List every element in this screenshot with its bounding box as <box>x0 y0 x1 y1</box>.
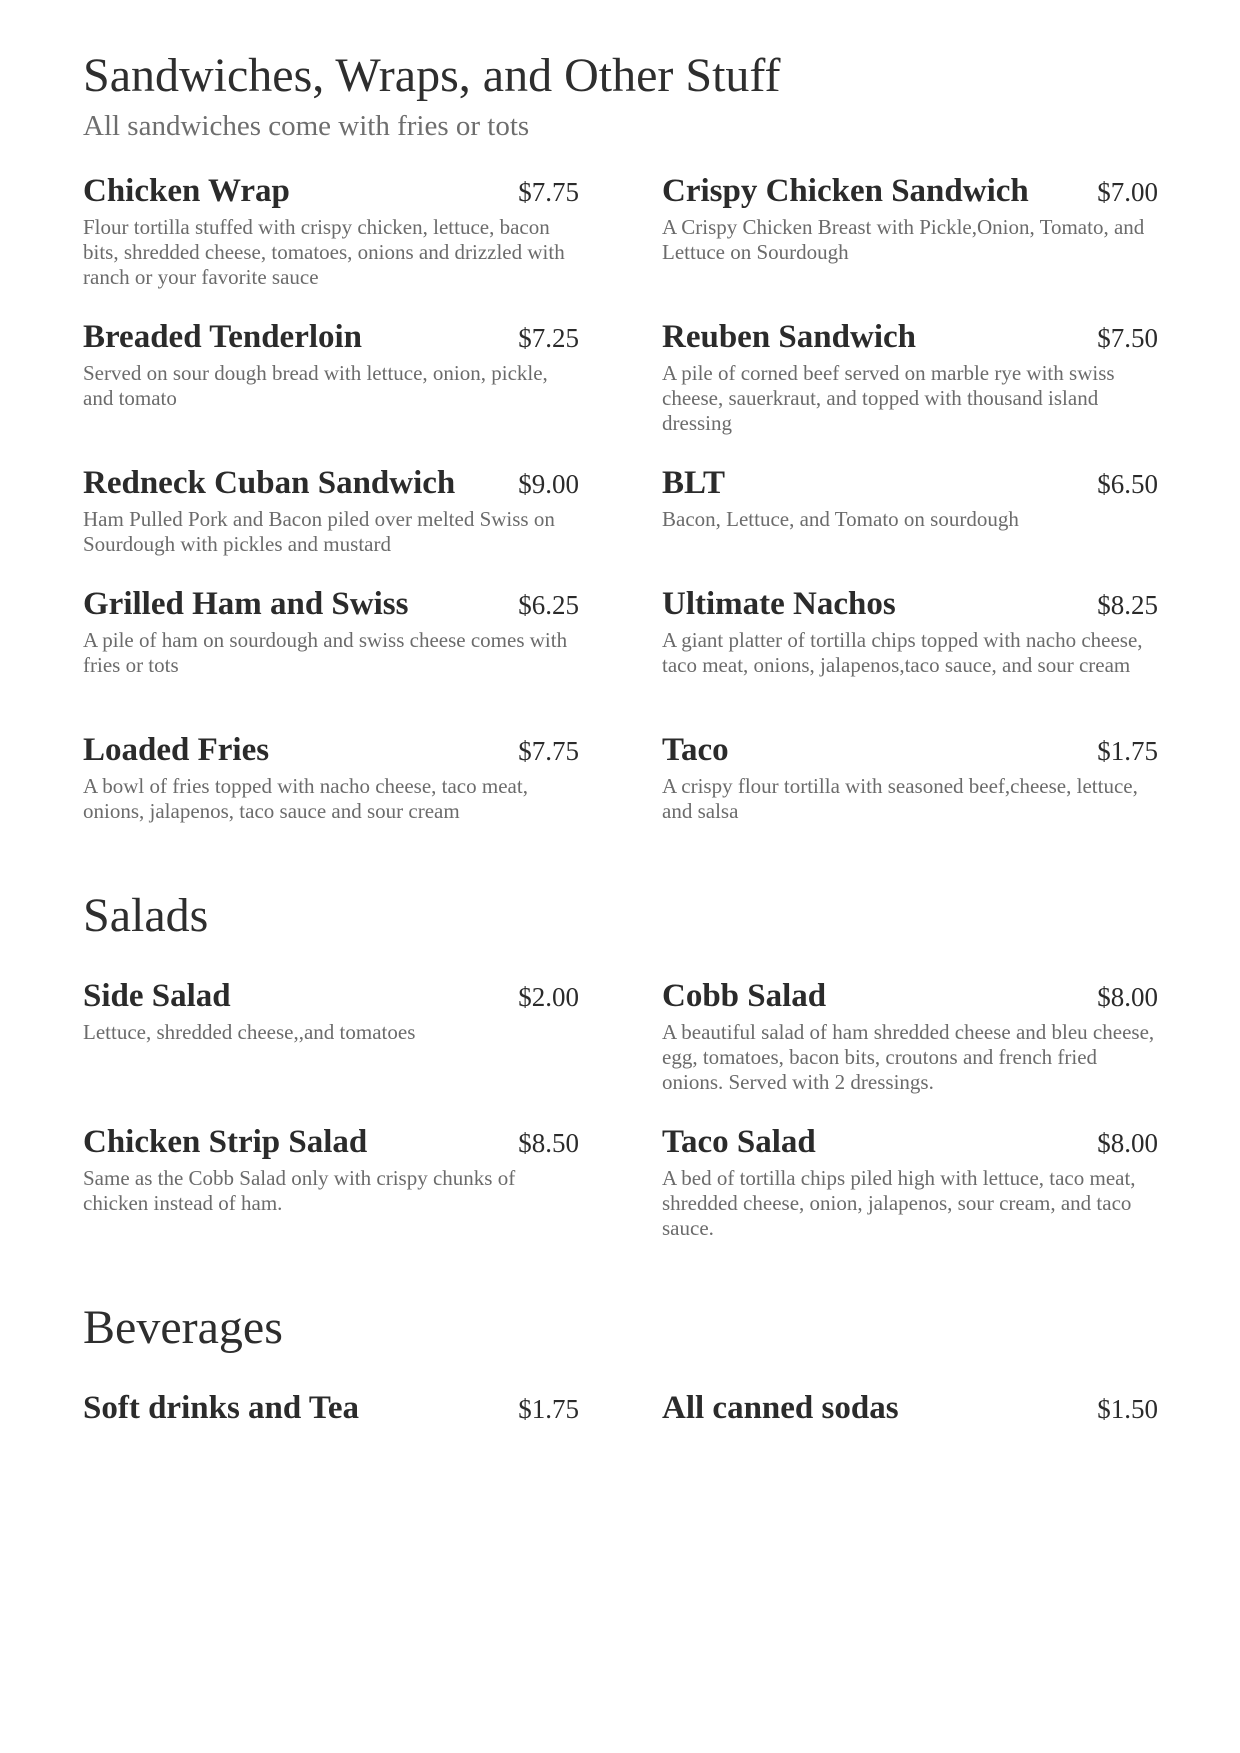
menu-item-breaded-tenderloin <box>83 319 579 465</box>
menu-item-soft-drinks-and-tea <box>83 1390 579 1428</box>
menu-item-taco <box>662 732 1158 826</box>
item-price: $8.50 <box>518 1127 579 1158</box>
item-description: A bed of tortilla chips piled high with lettuce, taco meat, shredded cheese, onion, jalapenos, sour cream, and taco sauce. <box>662 1165 1136 1240</box>
item-description: A Crispy Chicken Breast with Pickle,Onion, Tomato, and Lettuce on Sourdough <box>662 214 1145 264</box>
menu-item-chicken-strip-salad <box>83 1124 579 1234</box>
item-description: A beautiful salad of ham shredded cheese and bleu cheese, egg, tomatoes, bacon bits, croutons and french fried onions. Served with 2 dressings. <box>662 1019 1155 1094</box>
item-description: Flour tortilla stuffed with crispy chicken, lettuce, bacon bits, shredded cheese, tomatoes, onions and drizzled with ranch or your favorite sauce <box>83 214 565 289</box>
item-price: $7.25 <box>518 322 579 353</box>
item-description: Lettuce, shredded cheese,,and tomatoes <box>83 1019 416 1044</box>
section-beverages <box>83 1302 1158 1428</box>
item-description: A bowl of fries topped with nacho cheese, taco meat, onions, jalapenos, taco sauce and sour cream <box>83 773 528 823</box>
menu-item-redneck-cuban-sandwich <box>83 465 579 586</box>
item-price: $8.00 <box>1097 1127 1158 1158</box>
item-name: Crispy Chicken Sandwich <box>662 172 1029 209</box>
menu-item-blt <box>662 465 1158 586</box>
item-price: $9.00 <box>518 468 579 499</box>
item-name: Chicken Strip Salad <box>83 1123 368 1160</box>
item-name: Ultimate Nachos <box>662 585 896 622</box>
menu-item-reuben-sandwich <box>662 319 1158 465</box>
item-description: A giant platter of tortilla chips topped with nacho cheese, taco meat, onions, jalapenos,taco sauce, and sour cream <box>662 627 1143 677</box>
item-description: Served on sour dough bread with lettuce, onion, pickle, and tomato <box>83 360 548 410</box>
item-description: A pile of corned beef served on marble rye with swiss cheese, sauerkraut, and topped with thousand island dressing <box>662 360 1115 435</box>
item-price: $1.50 <box>1097 1393 1158 1424</box>
item-price: $6.50 <box>1097 468 1158 499</box>
item-description: Ham Pulled Pork and Bacon piled over melted Swiss on Sourdough with pickles and mustard <box>83 506 555 556</box>
item-description: Same as the Cobb Salad only with crispy chunks of chicken instead of ham. <box>83 1165 516 1215</box>
menu-item-taco-salad <box>662 1123 1158 1240</box>
menu-item-all-canned-sodas <box>662 1390 1158 1428</box>
item-name: All canned sodas <box>662 1389 899 1426</box>
item-name: Cobb Salad <box>662 977 827 1014</box>
menu-item-crispy-chicken-sandwich <box>662 173 1158 319</box>
item-name: Side Salad <box>83 977 231 1014</box>
menu-item-loaded-fries <box>83 732 579 826</box>
item-price: $8.25 <box>1097 589 1158 620</box>
item-name: Soft drinks and Tea <box>83 1389 360 1426</box>
item-price: $7.50 <box>1097 322 1158 353</box>
section-title: Salads <box>83 889 209 942</box>
menu-item-ultimate-nachos <box>662 586 1158 732</box>
item-name: BLT <box>662 464 726 501</box>
section-title: Beverages <box>83 1301 283 1354</box>
item-price: $7.75 <box>518 176 579 207</box>
item-price: $7.00 <box>1097 176 1158 207</box>
section-subtitle: All sandwiches come with fries or tots <box>83 109 530 142</box>
item-name: Grilled Ham and Swiss <box>83 585 409 622</box>
item-name: Breaded Tenderloin <box>83 318 363 355</box>
item-name: Redneck Cuban Sandwich <box>83 464 456 501</box>
section-salads <box>83 889 1158 1240</box>
item-name: Taco Salad <box>662 1123 816 1160</box>
item-name: Loaded Fries <box>83 731 270 768</box>
item-price: $7.75 <box>518 735 579 766</box>
menu-item-cobb-salad <box>662 978 1158 1124</box>
item-description: Bacon, Lettuce, and Tomato on sourdough <box>662 506 1019 531</box>
item-description: A crispy flour tortilla with seasoned beef,cheese, lettuce, and salsa <box>662 773 1138 823</box>
menu-item-grilled-ham-and-swiss <box>83 586 579 732</box>
section-title: Sandwiches, Wraps, and Other Stuff <box>83 49 781 102</box>
menu-item-chicken-wrap <box>83 173 579 319</box>
item-price: $1.75 <box>518 1393 579 1424</box>
item-price: $6.25 <box>518 589 579 620</box>
item-description: A pile of ham on sourdough and swiss cheese comes with fries or tots <box>83 627 568 677</box>
item-name: Taco <box>662 731 729 768</box>
item-name: Chicken Wrap <box>83 172 290 209</box>
item-price: $2.00 <box>518 981 579 1012</box>
item-name: Reuben Sandwich <box>662 318 916 355</box>
menu-page <box>83 49 1158 1426</box>
menu-item-side-salad <box>83 978 579 1124</box>
item-price: $8.00 <box>1097 981 1158 1012</box>
section-sandwiches <box>83 50 1158 826</box>
item-price: $1.75 <box>1097 735 1158 766</box>
